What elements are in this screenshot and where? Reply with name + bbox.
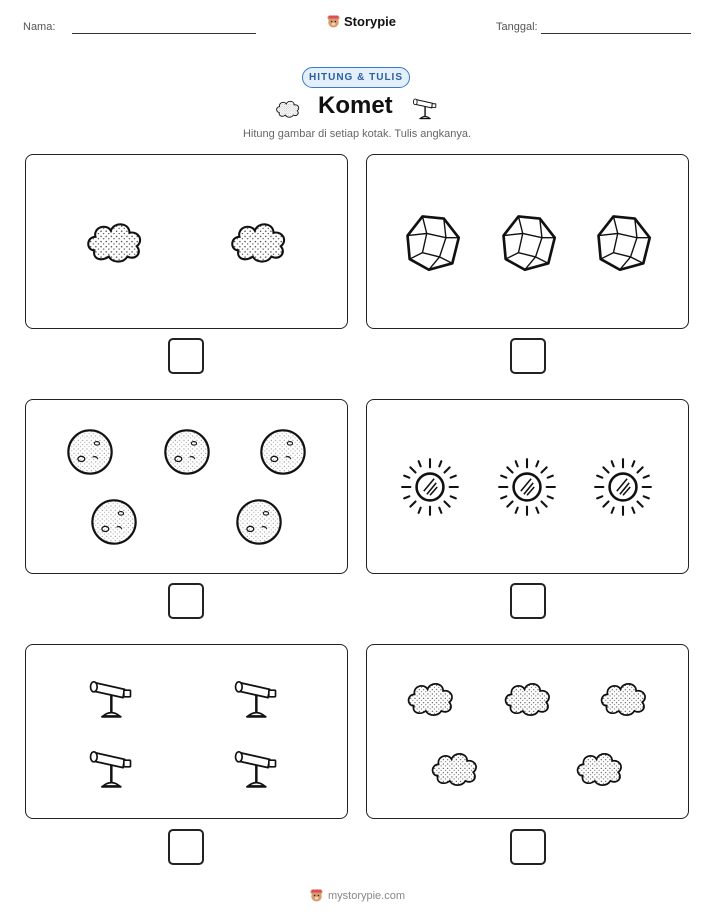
brand-name: Storypie: [344, 14, 397, 29]
cloud-icon: [84, 214, 146, 266]
telescope-icon: [412, 93, 440, 121]
count-panel-5: [25, 644, 348, 819]
date-field[interactable]: [541, 33, 691, 34]
activity-badge: HITUNG & TULIS: [302, 67, 410, 88]
answer-box-6[interactable]: [510, 829, 546, 865]
moon-icon: [257, 426, 309, 478]
answer-box-1[interactable]: [168, 338, 204, 374]
telescope-icon: [233, 741, 283, 791]
moon-icon: [88, 496, 140, 548]
date-label: Tanggal:: [496, 21, 538, 33]
name-label: Nama:: [23, 21, 56, 33]
telescope-icon: [88, 671, 138, 721]
footer-site[interactable]: mystorypie.com: [327, 889, 406, 902]
count-panel-6: [366, 644, 689, 819]
answer-box-4[interactable]: [510, 583, 546, 619]
telescope-icon: [233, 671, 283, 721]
moon-icon: [64, 426, 116, 478]
footer: [0, 888, 714, 903]
rock-icon: [399, 210, 463, 274]
name-field[interactable]: [72, 33, 256, 34]
cloud-icon: [274, 97, 302, 119]
telescope-icon: [88, 741, 138, 791]
answer-box-3[interactable]: [168, 583, 204, 619]
sun-icon: [592, 456, 654, 518]
storypie-logo: [326, 14, 396, 29]
answer-box-5[interactable]: [168, 829, 204, 865]
page-title: Komet: [318, 92, 393, 119]
count-panel-1: [25, 154, 348, 329]
rock-icon: [590, 210, 654, 274]
count-panel-2: [366, 154, 689, 329]
cloud-icon: [405, 675, 457, 719]
count-panel-4: [366, 399, 689, 574]
cloud-icon: [228, 214, 290, 266]
bear-logo-icon: [326, 14, 341, 29]
cloud-icon: [598, 675, 650, 719]
sun-icon: [496, 456, 558, 518]
cloud-icon: [502, 675, 554, 719]
rock-icon: [495, 210, 559, 274]
sun-icon: [399, 456, 461, 518]
bear-logo-icon: [309, 888, 324, 903]
instructions: Hitung gambar di setiap kotak. Tulis angkanya.: [242, 128, 472, 140]
cloud-icon: [429, 745, 481, 789]
cloud-icon: [574, 745, 626, 789]
moon-icon: [161, 426, 213, 478]
moon-icon: [233, 496, 285, 548]
count-panel-3: [25, 399, 348, 574]
answer-box-2[interactable]: [510, 338, 546, 374]
